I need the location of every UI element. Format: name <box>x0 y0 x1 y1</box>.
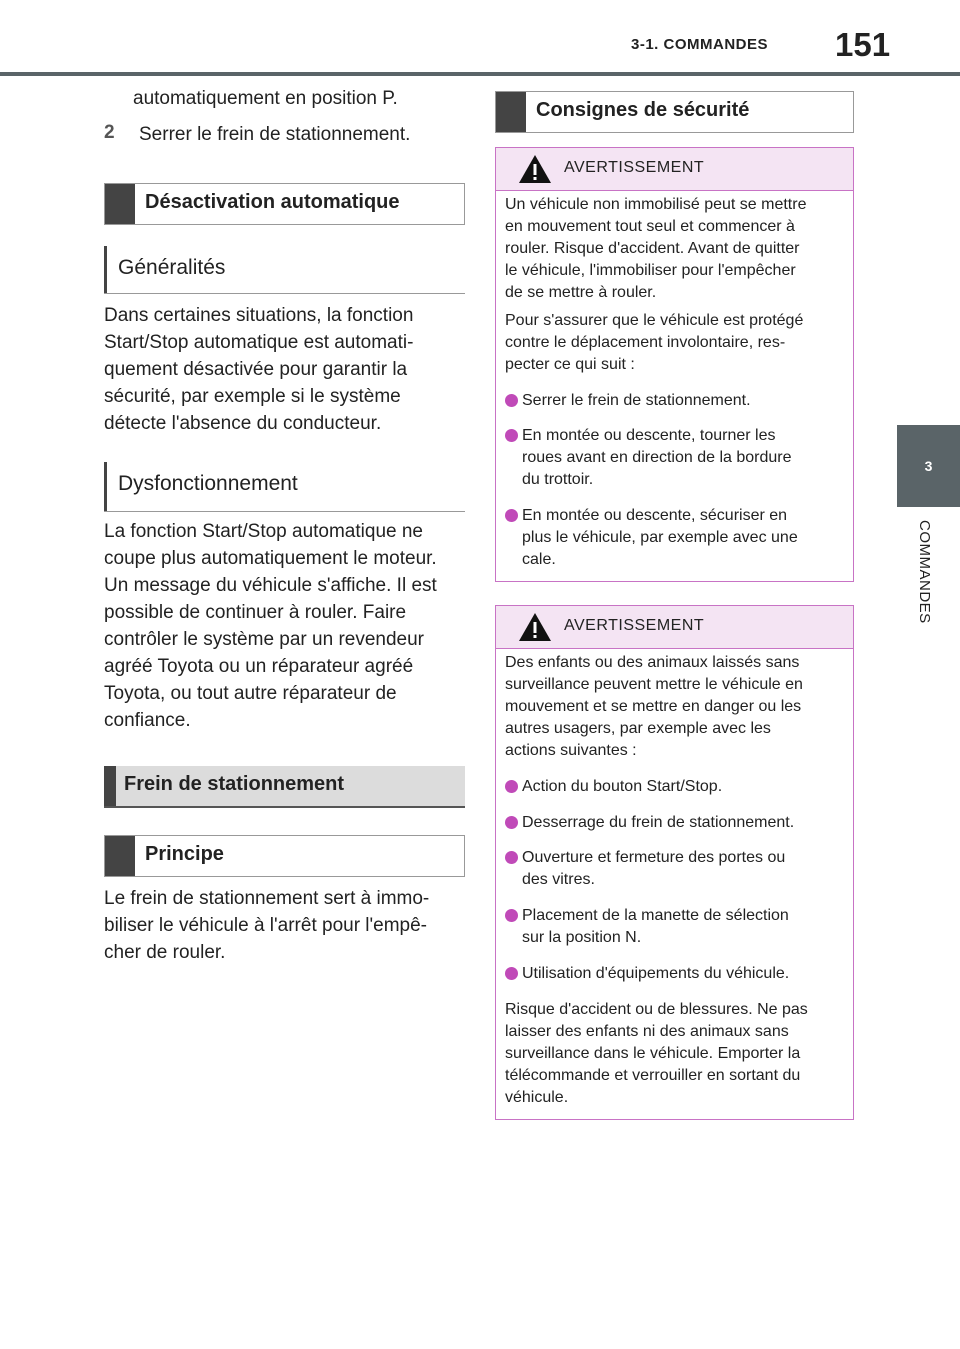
bullet-dot-icon <box>505 429 518 442</box>
text-line: La fonction Start/Stop automatique ne <box>104 521 423 542</box>
text-line: détecte l'absence du conducteur. <box>104 413 382 434</box>
step-number: 2 <box>104 122 115 143</box>
warning-text: Pour s'assurer que le véhicule est protégé <box>505 312 804 329</box>
header-rule <box>0 72 960 76</box>
heading-bar <box>104 766 116 806</box>
warning-text: Des enfants ou des animaux laissés sans <box>505 654 800 671</box>
bullet-text: Ouverture et fermeture des portes ou <box>522 849 786 866</box>
text-line: Start/Stop automatique est automati- <box>104 332 414 353</box>
bullet-dot-icon <box>505 909 518 922</box>
bullet-text: Action du bouton Start/Stop. <box>522 778 723 795</box>
bullet-item <box>505 812 844 834</box>
bullet-item <box>505 776 844 798</box>
heading-text: Frein de stationnement <box>124 773 345 795</box>
warning-text: pecter ce qui suit : <box>505 356 635 373</box>
bullet-text: roues avant en direction de la bordure <box>522 449 792 466</box>
bullet-text: En montée ou descente, sécuriser en <box>522 507 788 524</box>
warning-text: de se mettre à rouler. <box>505 284 657 301</box>
bullet-text: Placement de la manette de sélection <box>522 907 789 924</box>
warning-text: surveillance peuvent mettre le véhicule en <box>505 676 803 693</box>
warning-text: rouler. Risque d'accident. Avant de quitter <box>505 240 800 257</box>
bullet-item <box>505 425 844 491</box>
warning-header <box>496 606 853 649</box>
warning-text: surveillance dans le véhicule. Emporter la <box>505 1045 801 1062</box>
bullet-text: des vitres. <box>522 871 595 888</box>
warning-title: AVERTISSEMENT <box>564 617 705 634</box>
text-line: possible de continuer à rouler. Faire <box>104 602 407 623</box>
warning-triangle-icon <box>518 154 552 184</box>
heading-principle <box>104 835 465 877</box>
bullet-text: cale. <box>522 551 556 568</box>
heading-text: Principe <box>145 843 224 865</box>
heading-text: Consignes de sécurité <box>536 99 750 121</box>
bullet-text: Utilisation d'équipements du véhicule. <box>522 965 790 982</box>
intro-line: automatiquement en position P. <box>133 88 398 109</box>
chapter-tab: 3 <box>897 425 960 507</box>
bullet-text: En montée ou descente, tourner les <box>522 427 776 444</box>
text-line: biliser le véhicule à l'arrêt pour l'empê- <box>104 915 428 936</box>
text-line: quement désactivée pour garantir la <box>104 359 408 380</box>
bullet-item <box>505 905 844 949</box>
text-line: Toyota, ou tout autre réparateur de <box>104 683 397 704</box>
bullet-text: du trottoir. <box>522 471 594 488</box>
bullet-dot-icon <box>505 967 518 980</box>
bullet-item <box>505 390 844 412</box>
warning-text: véhicule. <box>505 1089 569 1106</box>
warning-text: télécommande et verrouiller en sortant du <box>505 1067 801 1084</box>
subheading-text: Généralités <box>118 256 226 279</box>
page-number: 151 <box>835 26 891 63</box>
warning-text: actions suivantes : <box>505 742 637 759</box>
warning-text: contre le déplacement involontaire, res- <box>505 334 786 351</box>
warning-header <box>496 148 853 191</box>
subheading-malfunction <box>104 462 465 512</box>
warning-title: AVERTISSEMENT <box>564 159 705 176</box>
heading-bar <box>496 92 526 132</box>
bullet-item <box>505 963 844 985</box>
warning-text: Risque d'accident ou de blessures. Ne pas <box>505 1001 808 1018</box>
text-line: cher de rouler. <box>104 942 226 963</box>
heading-automatic-deactivation <box>104 183 465 225</box>
section-title: 3-1. COMMANDES <box>631 36 769 53</box>
warning-text: laisser des enfants ni des animaux sans <box>505 1023 789 1040</box>
warning-text: en mouvement tout seul et commencer à <box>505 218 795 235</box>
text-line: Un message du véhicule s'affiche. Il est <box>104 575 437 596</box>
bullet-dot-icon <box>505 780 518 793</box>
warning-box-1 <box>495 147 854 582</box>
text-line: agréé Toyota ou un réparateur agréé <box>104 656 414 677</box>
subheading-text: Dysfonctionnement <box>118 472 298 495</box>
bullet-text: sur la position N. <box>522 929 642 946</box>
warning-text: Un véhicule non immobilisé peut se mettre <box>505 196 807 213</box>
heading-parking-brake <box>104 766 465 808</box>
heading-text: Désactivation automatique <box>145 191 400 213</box>
bullet-item <box>505 847 844 891</box>
bullet-dot-icon <box>505 851 518 864</box>
heading-bar <box>105 184 135 224</box>
heading-safety <box>495 91 854 133</box>
bullet-dot-icon <box>505 816 518 829</box>
text-line: sécurité, par exemple si le système <box>104 386 401 407</box>
bullet-dot-icon <box>505 509 518 522</box>
text-line: coupe plus automatiquement le moteur. <box>104 548 437 569</box>
chapter-label: COMMANDES <box>916 520 933 624</box>
warning-text: autres usagers, par exemple avec les <box>505 720 771 737</box>
subheading-bar <box>104 462 107 511</box>
text-line: confiance. <box>104 710 191 731</box>
bullet-item <box>505 505 844 571</box>
bullet-dot-icon <box>505 394 518 407</box>
bullet-text: plus le véhicule, par exemple avec une <box>522 529 798 546</box>
warning-triangle-icon <box>518 612 552 642</box>
step-text: Serrer le frein de stationnement. <box>139 124 411 145</box>
warning-box-2 <box>495 605 854 1120</box>
text-line: contrôler le système par un revendeur <box>104 629 424 650</box>
text-line: Le frein de stationnement sert à immo- <box>104 888 430 909</box>
bullet-text: Serrer le frein de stationnement. <box>522 392 751 409</box>
bullet-text: Desserrage du frein de stationnement. <box>522 814 795 831</box>
heading-bar <box>105 836 135 876</box>
warning-text: mouvement et se mettre en danger ou les <box>505 698 802 715</box>
warning-text: le véhicule, l'immobiliser pour l'empêcher <box>505 262 796 279</box>
subheading-bar <box>104 246 107 293</box>
subheading-general <box>104 246 465 294</box>
text-line: Dans certaines situations, la fonction <box>104 305 414 326</box>
